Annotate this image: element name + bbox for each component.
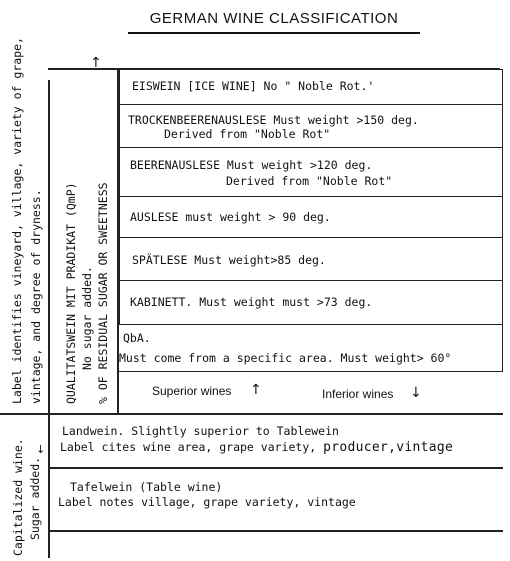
divider-qmp-landwein bbox=[0, 413, 503, 415]
sugar-added-text: Sugar added. bbox=[28, 456, 42, 540]
grade-row-trockenbeerenauslese bbox=[119, 104, 503, 148]
vintage-dryness-text: vintage, and degree of dryness. bbox=[29, 189, 43, 404]
sweetness-up-arrow-icon: ↑ bbox=[90, 55, 102, 71]
capitalized-wine-text: Capitalized wine. bbox=[11, 438, 25, 556]
tafelwein-label-text: Label notes village, grape variety, vintage bbox=[58, 495, 356, 509]
grade-beerenauslese-text: BEERENAUSLESE Must weight >120 deg. bbox=[130, 158, 373, 172]
landwein-label-prefix: Label cites wine area, grape variety, bbox=[60, 440, 324, 454]
page-title: GERMAN WINE CLASSIFICATION bbox=[128, 4, 420, 34]
grade-eiswein-text: EISWEIN [ICE WINE] No " Noble Rot.' bbox=[132, 79, 375, 93]
grade-row-spatlese bbox=[119, 237, 503, 281]
no-sugar-text: No sugar added. bbox=[80, 266, 94, 370]
label-identifies-text: Label identifies vineyard, village, variety of grape, bbox=[10, 37, 24, 404]
grade-row-auslese bbox=[119, 196, 503, 238]
inferior-down-arrow-icon: ↓ bbox=[410, 385, 422, 401]
landwein-heading: Landwein. Slightly superior to Tablewein bbox=[62, 424, 339, 438]
qba-row bbox=[117, 324, 503, 372]
superior-up-arrow-icon: ↑ bbox=[250, 382, 262, 398]
qmp-heading: QUALITATSWEIN MIT PRADIKAT (QmP) bbox=[64, 182, 78, 404]
grade-beerenauslese-note: Derived from "Noble Rot" bbox=[226, 174, 393, 188]
grade-trockenbeerenauslese-text: TROCKENBEERENAUSLESE Must weight >150 deg. bbox=[128, 113, 419, 127]
divider-landwein-tafelwein bbox=[48, 467, 503, 469]
left-divider-line bbox=[48, 80, 50, 558]
grade-auslese-text: AUSLESE must weight > 90 deg. bbox=[130, 210, 331, 224]
grade-row-kabinett bbox=[119, 280, 503, 325]
bottom-rule bbox=[48, 530, 503, 532]
capitalized-down-arrow-icon: ↓ bbox=[36, 443, 46, 456]
tafelwein-heading: Tafelwein (Table wine) bbox=[70, 480, 223, 494]
landwein-label-emphasis: producer,vintage bbox=[323, 440, 454, 455]
grade-kabinett-text: KABINETT. Must weight must >73 deg. bbox=[130, 295, 373, 309]
grade-spatlese-text: SPÄTLESE Must weight>85 deg. bbox=[132, 253, 326, 267]
grade-row-beerenauslese bbox=[119, 147, 503, 197]
inferior-wines-label: Inferior wines bbox=[322, 387, 394, 401]
landwein-label-text bbox=[60, 440, 453, 455]
grade-row-eiswein bbox=[119, 69, 503, 105]
residual-sugar-text: % OF RESIDUAL SUGAR OR SWEETNESS bbox=[96, 182, 110, 404]
qba-label: QbA. bbox=[123, 331, 151, 345]
grade-trockenbeerenauslese-note: Derived from "Noble Rot" bbox=[164, 127, 331, 141]
superior-wines-label: Superior wines bbox=[152, 384, 232, 398]
qba-text: Must come from a specific area. Must weight> 60° bbox=[119, 351, 452, 365]
